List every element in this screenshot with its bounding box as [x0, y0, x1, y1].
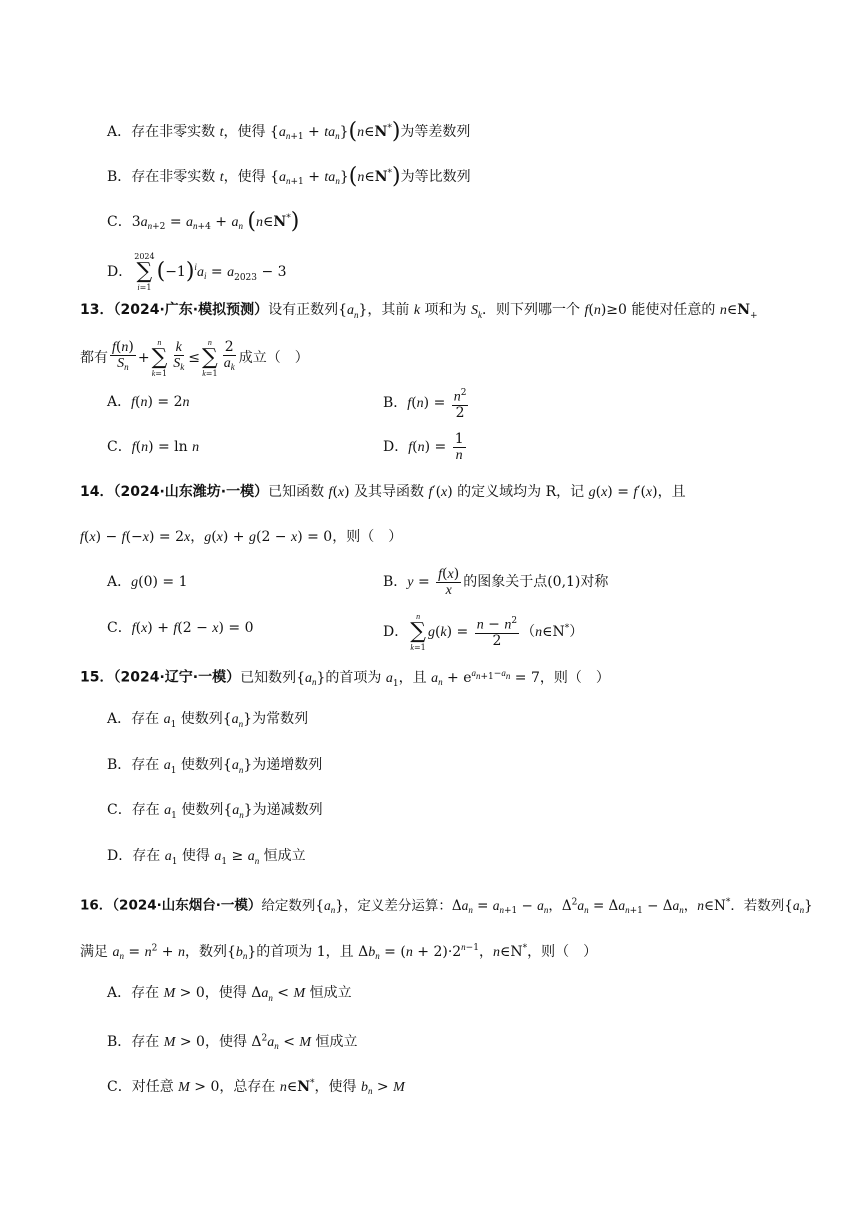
- option-text: D． 2024 ∑ i=1 $(-1)^ia_i = a_{2023} - 3$: [107, 251, 287, 292]
- q13-option-b: [383, 386, 470, 421]
- q16-option-c: [107, 1073, 405, 1102]
- question-number: 13．: [80, 302, 114, 318]
- q13-option-c: [107, 437, 199, 458]
- question-source: （2024·山东烟台·一模）: [112, 897, 262, 914]
- q15-option-d: [107, 846, 306, 872]
- q12-option-b: [107, 163, 471, 192]
- q14-stem-line2: [80, 527, 402, 548]
- question-text: 已知函数 f(x) 及其导函数 f′(x) 的定义域均为 R，记 g(x) = f′(x)，且: [268, 484, 686, 500]
- option-text: A．存在非零实数 t，使得 {$a_{n+1}$ + $ta_n\}(n\in N^*)$为等差数列: [107, 118, 471, 144]
- option-text: B．f(n) = $\frac{n^2}{2}$: [383, 388, 467, 421]
- question-text: f(x) − f(−x) = 2x，g(x) + g(2 − x) = 0，则（ ）: [80, 529, 403, 545]
- q13-option-d: [383, 430, 468, 465]
- question-number: 14．: [80, 484, 114, 500]
- q13-option-a: [107, 392, 189, 413]
- question-text: 给定数列$\{a_n\}$，定义差分运算：$\Delta a_n = a_{n+1} - a_n$，$\Delta^2a_n = \Delta a_{n+1} - \Delta a_n$，n∈N*．若数列$\{a_n\}$: [261, 897, 813, 917]
- question-text: 设有正数列$\{a_n\}$，其前 k 项和为 $S_k$．则下列哪一个 f(n)≥0 能使对任意的 $n\in N_+$: [268, 302, 758, 321]
- option-text: D．存在 $a_1$ 使得 $a_1 \ge a_n$ 恒成立: [107, 848, 306, 867]
- q14-option-a: [107, 572, 188, 593]
- q14-option-d: [383, 610, 583, 652]
- question-source: （2024·山东潍坊·一模）: [113, 484, 269, 500]
- q12-option-d: [107, 250, 287, 294]
- option-text: C．f(n) = ln n: [107, 439, 200, 455]
- option-text: B．存在 M > 0，使得 $\Delta^2a_n < M$ 恒成立: [107, 1033, 358, 1052]
- q12-option-a: [107, 118, 470, 147]
- option-text: B．存在非零实数 t，使得 {$a_{n+1}$ + $ta_n\}(n\in N^*)$为等比数列: [107, 163, 471, 189]
- option-text: D．f(n) = $\frac{1}{n}$: [383, 430, 464, 463]
- option-text: B．存在 $a_1$ 使数列$\{a_n\}$为递增数列: [107, 757, 323, 776]
- question-number: 15．: [80, 669, 114, 686]
- q13-stem-line1: [80, 300, 758, 326]
- option-text: C．对任意 M > 0，总存在 n∈N*，使得 $b_n > M$: [107, 1078, 405, 1097]
- option-text: D． n ∑ k=1 g(k) = $\frac{n - n^2}{2}$ （n∈N*）: [383, 611, 584, 652]
- q16-stem-line1: [80, 892, 813, 921]
- question-text: 满足 $a_n = n^2 + n$，数列$\{b_n\}$的首项为 1，且 $\Delta b_n = (n + 2)\cdot 2^{n-1}$，n∈N*，则（ ）: [80, 942, 598, 962]
- option-text: A．g(0) = 1: [107, 574, 188, 590]
- q16-stem-line2: [80, 937, 597, 967]
- option-text: A．存在 $a_1$ 使数列$\{a_n\}$为常数列: [107, 711, 309, 730]
- option-text: A．存在 M > 0，使得 $\Delta a_n < M$ 恒成立: [107, 985, 352, 1003]
- q16-option-b: [107, 1028, 358, 1057]
- q15-stem: [80, 663, 610, 693]
- q14-option-c: [107, 618, 254, 639]
- option-text: A．f(n) = 2n: [107, 394, 190, 410]
- q15-option-b: [107, 755, 322, 781]
- q15-option-a: [107, 709, 308, 735]
- q16-option-a: [107, 983, 352, 1009]
- question-source: （2024·广东·模拟预测）: [113, 302, 269, 318]
- option-text: C．$3a_{n+2} = a_{n+4} + a_n$ (n∈N*): [107, 208, 300, 234]
- q12-option-c: [107, 208, 299, 237]
- q15-option-c: [107, 800, 323, 826]
- q13-stem-line2: [80, 338, 309, 378]
- option-text: C．存在 $a_1$ 使数列$\{a_n\}$为递减数列: [107, 802, 323, 821]
- question-source: （2024·辽宁·一模）: [113, 669, 241, 686]
- q14-option-b: [383, 564, 608, 601]
- question-text: 都有 $\frac{f(n)}{S_n}$ + n ∑ k=1 $\frac{k}{S_k}$ ≤ n ∑ k=1 $\frac{2}{a_k}$ 成立（ ）: [80, 338, 309, 378]
- question-number: 16．: [80, 897, 113, 914]
- option-text: B．y = $\frac{f(x)}{x}$ 的图象关于点(0,1)对称: [383, 565, 609, 598]
- q14-stem-line1: [80, 482, 686, 503]
- question-text: 已知数列$\{a_n\}$的首项为 $a_1$，且 $a_n + e^{a_{n+1}-a_n} = 7$，则（ ）: [240, 668, 610, 689]
- option-text: C．f(x) + f(2 − x) = 0: [107, 620, 254, 636]
